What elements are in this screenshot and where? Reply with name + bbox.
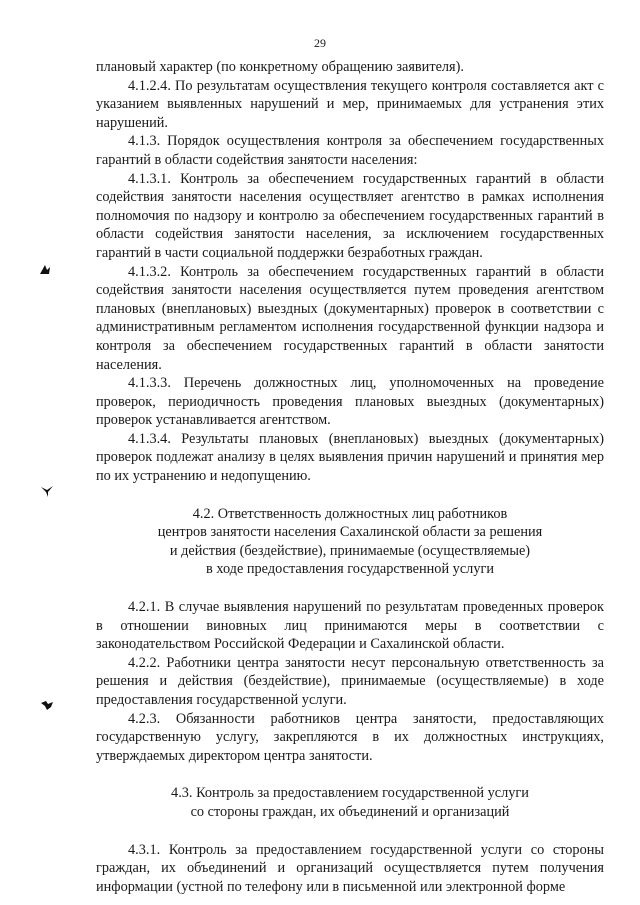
heading-line: центров занятости населения Сахалинской области за решения xyxy=(157,524,543,541)
paragraph: 4.1.3.2. Контроль за обеспечением государственных гарантий в области содействия занятости населения осуществляется путем проведения агентством плановых (внеплановых) выездных (документарных) проверок в соответствии с административным регламентом исполнения государственной функции надзора и контроля за обеспечением государственных гарантий в области занятости населения. xyxy=(96,263,604,373)
heading-line: со стороны граждан, их объединений и организаций xyxy=(190,803,510,820)
section-heading-4-2 xyxy=(96,505,604,579)
document-body xyxy=(96,58,604,896)
margin-mark-2 xyxy=(40,484,54,498)
heading-line: 4.3. Контроль за предоставлением государственной услуги xyxy=(171,785,529,802)
paragraph: 4.3.1. Контроль за предоставлением государственной услуги со стороны граждан, их объединений и организаций осуществляется путем получения информации (устной по телефону или в письменной или электронной форме xyxy=(96,841,604,895)
margin-mark-1 xyxy=(38,262,52,276)
paragraph: 4.2.3. Обязанности работников центра занятости, предоставляющих государственную услугу, закрепляются в их должностных инструкциях, утверждаемых директором центра занятости. xyxy=(96,710,604,764)
paragraph: плановый характер (по конкретному обращению заявителя). xyxy=(96,59,464,75)
paragraph: 4.1.2.4. По результатам осуществления текущего контроля составляется акт с указанием выявленных нарушений и мер, принимаемых для устранения этих нарушений. xyxy=(96,77,604,131)
paragraph: 4.1.3.4. Результаты плановых (внеплановых) выездных (документарных) проверок подлежат анализу в целях выявления причин нарушений и принятия мер по их устранению и недопущению. xyxy=(96,430,604,485)
heading-line: 4.2. Ответственность должностных лиц работников xyxy=(192,505,508,522)
paragraph: 4.1.3. Порядок осуществления контроля за обеспечением государственных гарантий в области содействия занятости населения: xyxy=(96,133,604,168)
paragraph: 4.2.2. Работники центра занятости несут персональную ответственность за решения и действия (бездействие), принимаемые (осуществляемые) в ходе предоставления государственной услуги. xyxy=(96,654,604,708)
paragraph: 4.1.3.3. Перечень должностных лиц, уполномоченных на проведение проверок, периодичность проведения плановых выездных (документарных) проверок устанавливается агентством. xyxy=(96,375,604,429)
heading-line: и действия (бездействие), принимаемые (осуществляемые) xyxy=(169,542,531,559)
margin-mark-3 xyxy=(40,698,54,712)
paragraph: 4.2.1. В случае выявления нарушений по результатам проведенных проверок в отношении виновных лиц принимаются меры в соответствии с законодательством Российской Федерации и Сахалинской области. xyxy=(96,599,604,653)
paragraph: 4.1.3.1. Контроль за обеспечением государственных гарантий в области содействия занятости населения осуществляет агентство в рамках исполнения полномочия по надзору и контролю за обеспечением государственных гарантий в области содействия занятости населения, за исключением государственных гарантий в части социальной поддержки безработных граждан. xyxy=(96,170,604,261)
heading-line: в ходе предоставления государственной услуги xyxy=(206,561,494,578)
page-number: 29 xyxy=(314,36,326,50)
section-heading-4-3 xyxy=(96,784,604,821)
